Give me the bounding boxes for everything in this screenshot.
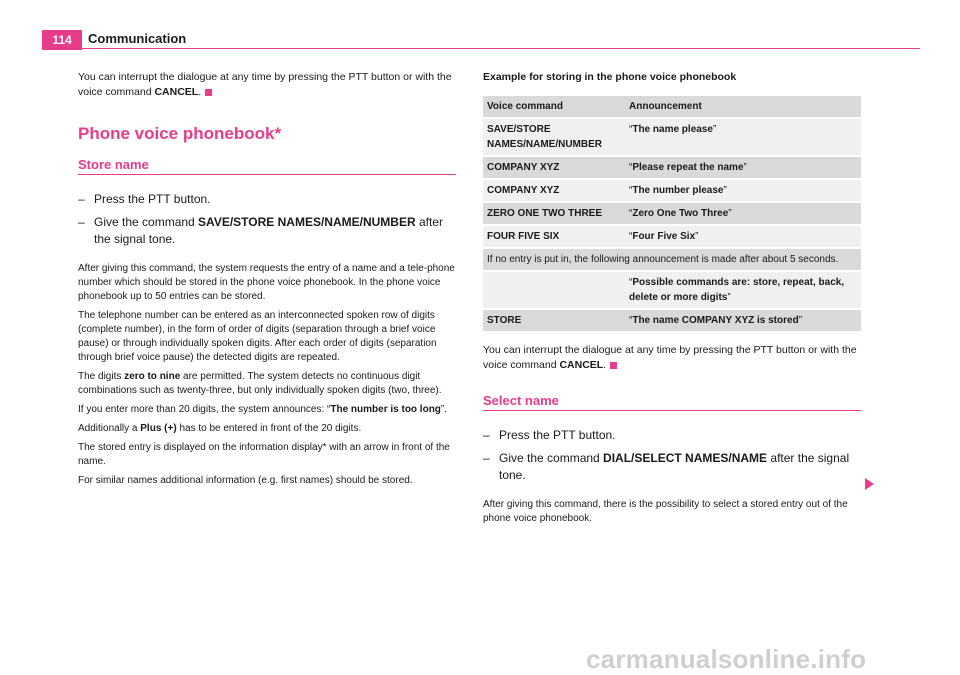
para-text: If you enter more than 20 digits, the system announces: “ — [78, 404, 331, 415]
page-number: 114 — [42, 30, 82, 50]
after-table-paragraph — [483, 343, 861, 373]
table-row — [483, 309, 861, 332]
table-note: If no entry is put in, the following announcement is made after about 5 seconds. — [483, 248, 861, 271]
step-press-ptt — [483, 427, 861, 444]
square-end-icon — [205, 89, 212, 96]
intro-text: You can interrupt the dialogue at any time by pressing the PTT button or with the voice command — [78, 71, 452, 98]
table-title: Example for storing in the phone voice phonebook — [483, 71, 737, 83]
announcement-cell: “Zero One Two Three” — [625, 202, 861, 225]
step-keyword: SAVE/STORE NAMES/NAME/NUMBER — [198, 215, 416, 229]
subheading-store-name: Store name — [78, 157, 456, 175]
announcement-text: Zero One Two Three — [632, 208, 729, 219]
para-keyword: CANCEL — [559, 359, 604, 371]
announcement-text: The name COMPANY XYZ is stored — [632, 315, 799, 326]
para-number-entry: The telephone number can be entered as an interconnected spoken row of digits (complete number), in the form of order of digits (separation through a brief voice pause) or through individually spoken digits. After each order of digits (separation through brief voice pause) the detected digits are repeated. — [78, 310, 437, 363]
step-text: Give the command — [94, 215, 199, 229]
para-requests-entry: After giving this command, the system requests the entry of a name and a tele-phone number which should be stored in the phone voice phonebook. In the phone voice phonebook up to 50 entries can be stored. — [78, 263, 455, 302]
step-give-command — [78, 214, 456, 248]
command-cell: COMPANY XYZ — [483, 179, 625, 202]
para-keyword: Plus (+) — [140, 423, 177, 434]
step-give-command — [483, 450, 861, 484]
para-select-entry: After giving this command, there is the possibility to select a stored entry out of the phone voice phonebook. — [483, 499, 848, 524]
step-text: Press the PTT button. — [499, 428, 616, 442]
right-column — [483, 70, 861, 531]
announcement-cell: “Four Five Six” — [625, 225, 861, 248]
announcement-cell: “The name please” — [625, 118, 861, 156]
announcement-text: Possible commands are: store, repeat, back, delete or more digits — [629, 277, 845, 303]
step-keyword: DIAL/SELECT NAMES/NAME — [603, 451, 768, 465]
para-display: The stored entry is displayed on the information display* with an arrow in front of the name. — [78, 442, 450, 467]
command-cell: COMPANY XYZ — [483, 156, 625, 179]
heading-phone-voice-phonebook: Phone voice phonebook* — [78, 124, 282, 143]
para-keyword: The number is too long — [330, 404, 441, 415]
table-row — [483, 271, 861, 309]
table-note-row — [483, 248, 861, 271]
dash-bullet: – — [483, 428, 490, 442]
dash-bullet: – — [78, 215, 85, 229]
announcement-text: The number please — [632, 185, 724, 196]
para-plus — [78, 422, 456, 436]
step-suffix: after the signal tone. — [94, 215, 443, 246]
para-text: Additionally a — [78, 423, 141, 434]
table-header-cell: Voice command — [483, 96, 625, 118]
command-cell: ZERO ONE TWO THREE — [483, 202, 625, 225]
intro-suffix: . — [198, 86, 202, 98]
command-cell: SAVE/STORE NAMES/NAME/NUMBER — [483, 118, 625, 156]
step-suffix: after the signal tone. — [499, 451, 850, 482]
table-row — [483, 156, 861, 179]
voice-command-table — [483, 96, 861, 333]
announcement-text: Please repeat the name — [632, 162, 744, 173]
announcement-cell: “The number please” — [625, 179, 861, 202]
para-digits — [78, 370, 456, 398]
table-row — [483, 225, 861, 248]
command-cell — [483, 271, 625, 309]
table-header-cell: Announcement — [625, 96, 861, 118]
step-text: Press the PTT button. — [94, 192, 211, 206]
left-column — [78, 70, 456, 493]
para-text: The digits — [78, 371, 125, 382]
command-cell: FOUR FIVE SIX — [483, 225, 625, 248]
announcement-cell: “The name COMPANY XYZ is stored” — [625, 309, 861, 332]
para-too-long — [78, 403, 456, 417]
header-rule — [82, 48, 920, 49]
dash-bullet: – — [483, 451, 490, 465]
para-suffix: ”. — [440, 404, 448, 415]
table-row — [483, 179, 861, 202]
para-text: You can interrupt the dialogue at any time by pressing the PTT button or with the voice command — [483, 344, 857, 371]
table-row — [483, 202, 861, 225]
step-press-ptt — [78, 191, 456, 208]
subheading-select-name: Select name — [483, 393, 861, 411]
command-cell: STORE — [483, 309, 625, 332]
table-row — [483, 118, 861, 156]
para-suffix: are permitted. The system detects no continuous digit combinations such as twenty-three, but only individually spoken digits (two, three). — [78, 371, 442, 396]
announcement-cell: “Please repeat the name” — [625, 156, 861, 179]
announcement-text: Four Five Six — [632, 231, 696, 242]
para-keyword: zero to nine — [124, 371, 181, 382]
table-header-row — [483, 96, 861, 118]
section-title: Communication — [88, 31, 187, 46]
step-text: Give the command — [499, 451, 604, 465]
para-suffix: . — [603, 359, 607, 371]
square-end-icon — [610, 362, 617, 369]
para-suffix: has to be entered in front of the 20 digits. — [176, 423, 362, 434]
triangle-right-icon — [865, 478, 874, 490]
para-similar-names: For similar names additional information (e.g. first names) should be stored. — [78, 475, 413, 486]
announcement-cell: “Possible commands are: store, repeat, back, delete or more digits” — [625, 271, 861, 309]
watermark: carmanualsonline.info — [586, 644, 867, 674]
intro-keyword: CANCEL — [154, 86, 199, 98]
announcement-text: The name please — [632, 124, 713, 135]
dash-bullet: – — [78, 192, 85, 206]
intro-paragraph — [78, 70, 456, 100]
